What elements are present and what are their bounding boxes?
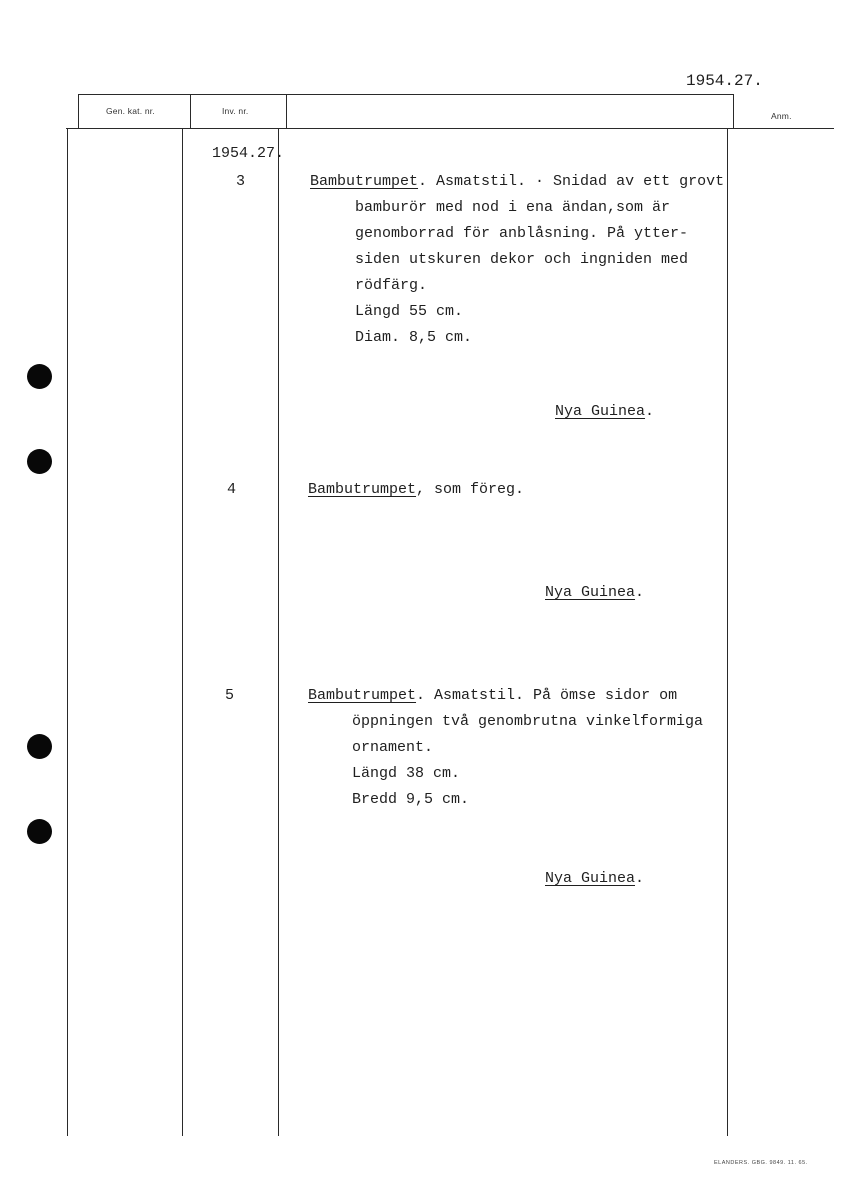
entry-line: bamburör med nod i ena ändan,som är (355, 199, 671, 216)
entry-location-line (545, 580, 644, 606)
column-rule-inv (278, 128, 279, 1136)
header-inv-nr: Inv. nr. (222, 106, 249, 116)
entry-location-line (555, 399, 654, 425)
entry-line: rödfärg. (355, 277, 428, 294)
header-gen-kat-nr: Gen. kat. nr. (106, 106, 155, 116)
entry-first-line (310, 169, 724, 195)
punch-hole (27, 819, 52, 844)
inv-prefix: 1954.27. (212, 145, 285, 162)
column-rule-gen-header (190, 94, 191, 128)
location-suffix: . (635, 870, 645, 887)
punch-hole (27, 449, 52, 474)
entry-location: Nya Guinea (545, 870, 636, 887)
column-rule-anm-header (733, 94, 734, 128)
location-suffix: . (645, 403, 655, 420)
column-rule-gen (182, 128, 183, 1136)
entry-line: siden utskuren dekor och ingniden med (355, 251, 689, 268)
entry-line: öppningen två genombrutna vinkelformiga (352, 713, 704, 730)
entry-line: genomborrad för anblåsning. På ytter- (355, 225, 689, 242)
entry-text: . Asmatstil. · Snidad av ett grovt (418, 173, 725, 190)
entry-number: 3 (236, 173, 246, 190)
entry-line: Längd 55 cm. (355, 303, 464, 320)
punch-hole (27, 734, 52, 759)
printer-footer: ELANDERS. GBG. 9849. 11. 65. (714, 1160, 808, 1166)
entry-location-line (545, 866, 644, 892)
column-rule-left-header (78, 94, 79, 128)
entry-line: Längd 38 cm. (352, 765, 461, 782)
entry-text: , som föreg. (416, 481, 525, 498)
entry-line: Diam. 8,5 cm. (355, 329, 473, 346)
column-rule-left (67, 128, 68, 1136)
entry-number: 5 (225, 687, 235, 704)
entry-title: Bambutrumpet (308, 687, 417, 704)
entry-line: ornament. (352, 739, 434, 756)
entry-number: 4 (227, 481, 237, 498)
page-number: 1954.27. (686, 72, 763, 90)
column-rule-inv-header (286, 94, 287, 128)
header-anm: Anm. (771, 111, 792, 121)
entry-first-line (308, 477, 524, 503)
entry-line: Bredd 9,5 cm. (352, 791, 470, 808)
entry-text: . Asmatstil. På ömse sidor om (416, 687, 678, 704)
entry-title: Bambutrumpet (308, 481, 417, 498)
entry-title: Bambutrumpet (310, 173, 419, 190)
punch-hole (27, 364, 52, 389)
location-suffix: . (635, 584, 645, 601)
column-rule-anm (727, 128, 728, 1136)
entry-location: Nya Guinea (555, 403, 646, 420)
header-top-rule (78, 94, 733, 95)
entry-first-line (308, 683, 677, 709)
entry-location: Nya Guinea (545, 584, 636, 601)
